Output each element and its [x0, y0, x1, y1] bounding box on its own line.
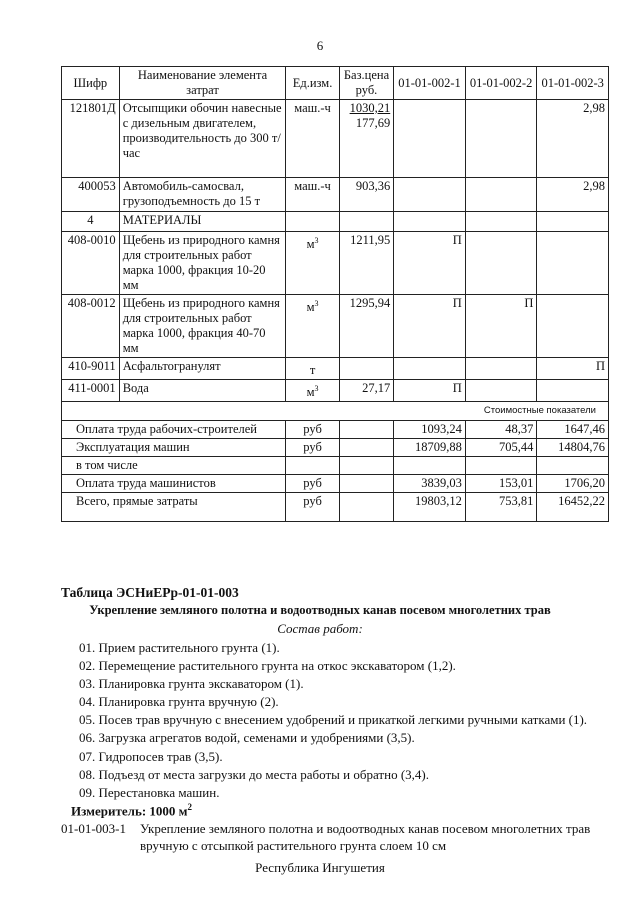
- row-v2: [465, 100, 537, 178]
- row-name: Щебень из природного камня для строительных работ марка 1000, фракция 10-20 мм: [119, 232, 286, 295]
- row-v2: П: [465, 295, 537, 358]
- row-v1: [394, 178, 466, 212]
- list-item: 06. Загрузка агрегатов водой, семенами и удобрениями (3,5).: [79, 730, 415, 746]
- row-code: 121801Д: [62, 100, 120, 178]
- row-code: 408-0010: [62, 232, 120, 295]
- list-item: 09. Перестановка машин.: [79, 784, 220, 800]
- row-v3: 2,98: [537, 100, 609, 178]
- totals-label: Эксплуатация машин: [62, 439, 286, 457]
- row-v2: [465, 380, 537, 402]
- table-subtitle: Укрепление земляного полотна и водоотводных канав посевом многолетних трав: [89, 603, 551, 617]
- row-price: 1295,94: [339, 295, 393, 358]
- row-unit: т: [286, 358, 339, 380]
- totals-v3: 1647,46: [537, 421, 609, 439]
- row-v1: П: [394, 232, 466, 295]
- totals-v2: 153,01: [465, 475, 537, 493]
- row-code: 411-0001: [62, 380, 120, 402]
- row-price: 1211,95: [339, 232, 393, 295]
- cost-indicators-row: [62, 402, 609, 421]
- norm-code: 01-01-003-1: [61, 821, 126, 836]
- materials-section-row: [62, 212, 609, 232]
- list-item: 08. Подъезд от места загрузки до места работы и обратно (3,4).: [79, 766, 429, 782]
- row-code: 410-9011: [62, 358, 120, 380]
- header-col-1: 01-01-002-1: [394, 67, 466, 100]
- row-unit: $м^3$: [286, 232, 339, 295]
- header-unit: Ед.изм.: [286, 67, 339, 100]
- row-code: 400053: [62, 178, 120, 212]
- row-v3: П: [537, 358, 609, 380]
- totals-v1: 19803,12: [394, 493, 466, 522]
- row-name: Автомобиль-самосвал, грузоподъемность до 15 т: [119, 178, 286, 212]
- totals-label: в том числе: [62, 457, 286, 475]
- row-v3: 2,98: [537, 178, 609, 212]
- row-name: Асфальтогранулят: [119, 358, 286, 380]
- row-v1: [394, 358, 466, 380]
- row-v1: П: [394, 380, 466, 402]
- totals-v2: 48,37: [465, 421, 537, 439]
- totals-v1: 1093,24: [394, 421, 466, 439]
- row-price-main: 1030,21: [349, 101, 391, 115]
- table-row: [62, 178, 609, 212]
- row-price: [339, 100, 393, 178]
- row-price: 903,36: [339, 178, 393, 212]
- totals-unit: руб: [286, 421, 339, 439]
- totals-label: Оплата труда машинистов: [62, 475, 286, 493]
- totals-label: Оплата труда рабочих-строителей: [62, 421, 286, 439]
- totals-row: [62, 421, 609, 439]
- row-v2: [465, 178, 537, 212]
- totals-unit: руб: [286, 439, 339, 457]
- resource-table: [61, 66, 609, 522]
- totals-row: [62, 475, 609, 493]
- page-footer: Республика Ингушетия: [255, 860, 385, 875]
- list-item: 04. Планировка грунта вручную (2).: [79, 694, 279, 710]
- section-number: 4: [62, 212, 120, 232]
- row-unit: $м^3$: [286, 380, 339, 402]
- operations-list: [79, 639, 587, 802]
- table-header-row: [62, 67, 609, 100]
- totals-unit: руб: [286, 493, 339, 522]
- row-unit: маш.-ч: [286, 100, 339, 178]
- row-name: Вода: [119, 380, 286, 402]
- header-name: Наименование элемента затрат: [119, 67, 286, 100]
- row-price-secondary: 177,69: [355, 116, 391, 130]
- header-col-2: 01-01-002-2: [465, 67, 537, 100]
- row-v1: П: [394, 295, 466, 358]
- totals-v3: 1706,20: [537, 475, 609, 493]
- page-number: 6: [316, 38, 324, 53]
- totals-v1: 18709,88: [394, 439, 466, 457]
- row-v2: [465, 232, 537, 295]
- list-item: 05. Посев трав вручную с внесением удобрений и прикаткой легкими ручными катками (1).: [79, 712, 588, 728]
- row-v2: [465, 358, 537, 380]
- table-row: [62, 380, 609, 402]
- totals-v1: 3839,03: [394, 475, 466, 493]
- totals-label: Всего, прямые затраты: [62, 493, 286, 522]
- row-v3: [537, 380, 609, 402]
- row-v1: [394, 100, 466, 178]
- header-price: Баз.цена руб.: [339, 67, 393, 100]
- table-row: [62, 358, 609, 380]
- totals-v2: [465, 457, 537, 475]
- list-item: 02. Перемещение растительного грунта на откос экскаватором (1,2).: [79, 658, 456, 674]
- totals-v3: 14804,76: [537, 439, 609, 457]
- table-title: Таблица ЭСНиЕРр-01-01-003: [61, 585, 239, 600]
- totals-unit: руб: [286, 475, 339, 493]
- row-unit: $м^3$: [286, 295, 339, 358]
- row-name: Отсыпщики обочин навесные с дизельным двигателем, производительность до 300 т/час: [119, 100, 286, 178]
- list-item: 01. Прием растительного грунта (1).: [79, 640, 280, 655]
- header-col-3: 01-01-002-3: [537, 67, 609, 100]
- cost-indicators-label: Стоимостные показатели: [62, 402, 609, 421]
- row-name: Щебень из природного камня для строительных работ марка 1000, фракция 40-70 мм: [119, 295, 286, 358]
- totals-v2: 705,44: [465, 439, 537, 457]
- list-item: 03. Планировка грунта экскаватором (1).: [79, 676, 304, 692]
- row-price: [339, 358, 393, 380]
- totals-v1: [394, 457, 466, 475]
- totals-unit: [286, 457, 339, 475]
- section-title: МАТЕРИАЛЫ: [119, 212, 286, 232]
- table-row: [62, 100, 609, 178]
- totals-row: [62, 457, 609, 475]
- row-unit: маш.-ч: [286, 178, 339, 212]
- totals-v3: [537, 457, 609, 475]
- list-item: 07. Гидропосев трав (3,5).: [79, 748, 223, 764]
- totals-v3: 16452,22: [537, 493, 609, 522]
- row-price: 27,17: [339, 380, 393, 402]
- header-code: Шифр: [62, 67, 120, 100]
- norm-description: Укрепление земляного полотна и водоотводных канав посевом многолетних трав вручную с отсыпкой растительного грунта слоем 10 см: [140, 821, 591, 853]
- totals-row: [62, 439, 609, 457]
- totals-row: [62, 493, 609, 522]
- table-row: [62, 232, 609, 295]
- measurement-unit: Измеритель: 1000 $м^2$: [71, 802, 193, 819]
- table-row: [62, 295, 609, 358]
- row-v3: [537, 232, 609, 295]
- totals-v2: 753,81: [465, 493, 537, 522]
- work-composition-heading: Состав работ:: [277, 621, 363, 636]
- row-v3: [537, 295, 609, 358]
- row-code: 408-0012: [62, 295, 120, 358]
